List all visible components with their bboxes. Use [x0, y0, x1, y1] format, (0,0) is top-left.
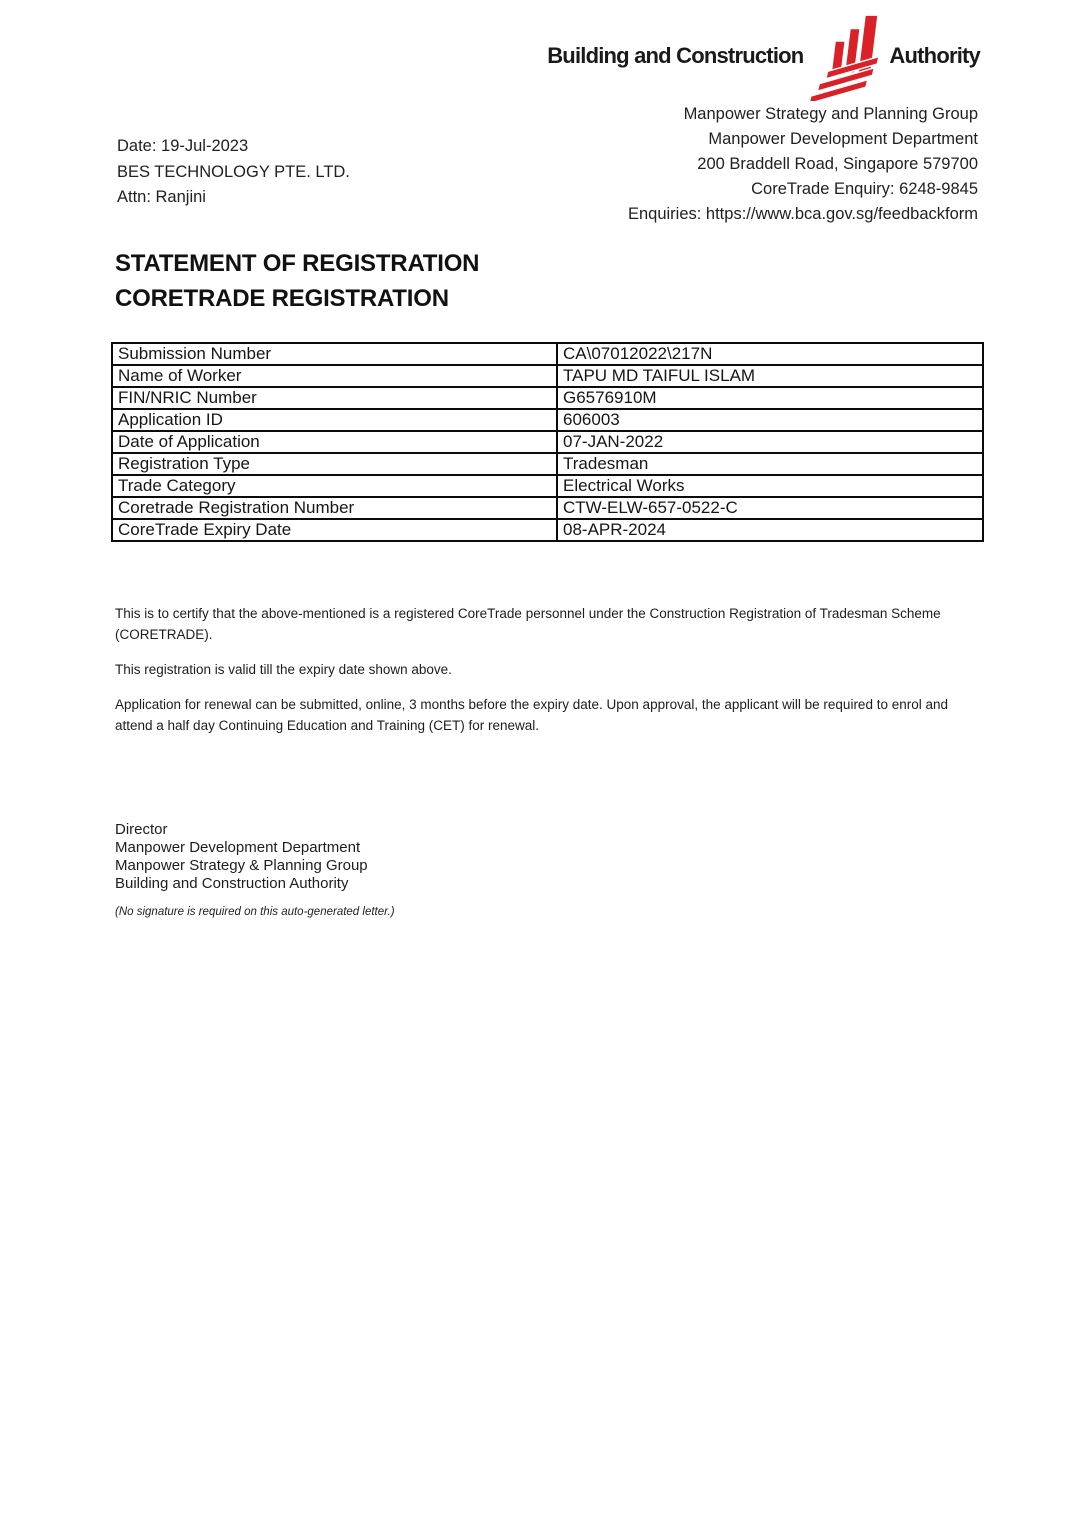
- field-label: Coretrade Registration Number: [112, 497, 557, 519]
- date-line: Date: 19-Jul-2023: [117, 137, 249, 155]
- table-row: [112, 365, 983, 387]
- field-value: 07-JAN-2022: [557, 431, 983, 453]
- address-line-group: Manpower Strategy and Planning Group: [683, 105, 978, 123]
- brand-text-right: Authority: [889, 43, 980, 68]
- field-value: 08-APR-2024: [557, 519, 983, 541]
- address-line-street: 200 Braddell Road, Singapore 579700: [697, 155, 978, 173]
- field-label: Name of Worker: [112, 365, 557, 387]
- field-label: Application ID: [112, 409, 557, 431]
- document-title: [115, 246, 479, 316]
- recipient-block: [117, 134, 350, 211]
- table-row: [112, 497, 983, 519]
- field-value: 606003: [557, 409, 983, 431]
- field-value: CTW-ELW-657-0522-C: [557, 497, 983, 519]
- field-label: Submission Number: [112, 343, 557, 365]
- no-signature-note: (No signature is required on this auto-generated letter.): [115, 906, 395, 918]
- validity-paragraph: This registration is valid till the expiry date shown above.: [115, 662, 452, 677]
- table-row: [112, 519, 983, 541]
- field-value: Electrical Works: [557, 475, 983, 497]
- table-row: [112, 431, 983, 453]
- document-title-line1: STATEMENT OF REGISTRATION: [115, 250, 480, 277]
- signature-title: Director: [115, 821, 168, 838]
- table-row: [112, 453, 983, 475]
- field-label: Trade Category: [112, 475, 557, 497]
- field-label: Date of Application: [112, 431, 557, 453]
- field-value: CA\07012022\217N: [557, 343, 983, 365]
- document-title-line2: CORETRADE REGISTRATION: [115, 285, 449, 312]
- registration-table: [111, 342, 984, 542]
- attention-line: Attn: Ranjini: [117, 188, 206, 206]
- signature-authority: Building and Construction Authority: [115, 875, 349, 892]
- table-row: [112, 343, 983, 365]
- field-label: CoreTrade Expiry Date: [112, 519, 557, 541]
- company-name: BES TECHNOLOGY PTE. LTD.: [117, 162, 350, 181]
- table-row: [112, 475, 983, 497]
- renewal-paragraph: Application for renewal can be submitted, online, 3 months before the expiry date. Upon approval, the applicant will be required to enrol and attend a half day Continuing Education and Training (CET) for renewal.: [115, 697, 949, 733]
- field-value: TAPU MD TAIFUL ISLAM: [557, 365, 983, 387]
- bca-logo-icon: [807, 13, 885, 101]
- field-value: Tradesman: [557, 453, 983, 475]
- certify-paragraph: This is to certify that the above-mentioned is a registered CoreTrade personnel under the Construction Registration of Tradesman Scheme (CORETRADE).: [115, 606, 941, 642]
- brand-text-left: Building and Construction: [547, 43, 804, 68]
- signature-group: Manpower Strategy & Planning Group: [115, 857, 368, 874]
- signature-department: Manpower Development Department: [115, 839, 361, 856]
- address-line-enquiry-phone: CoreTrade Enquiry: 6248-9845: [751, 180, 978, 198]
- table-row: [112, 409, 983, 431]
- letterhead-brand: [547, 14, 980, 98]
- address-line-department: Manpower Development Department: [708, 130, 978, 148]
- field-value: G6576910M: [557, 387, 983, 409]
- field-label: FIN/NRIC Number: [112, 387, 557, 409]
- address-line-enquiry-url: Enquiries: https://www.bca.gov.sg/feedbackform: [627, 205, 978, 223]
- field-label: Registration Type: [112, 453, 557, 475]
- signature-block: [115, 821, 395, 921]
- body-paragraphs: [115, 603, 987, 750]
- letterhead-address: [628, 102, 978, 227]
- table-row: [112, 387, 983, 409]
